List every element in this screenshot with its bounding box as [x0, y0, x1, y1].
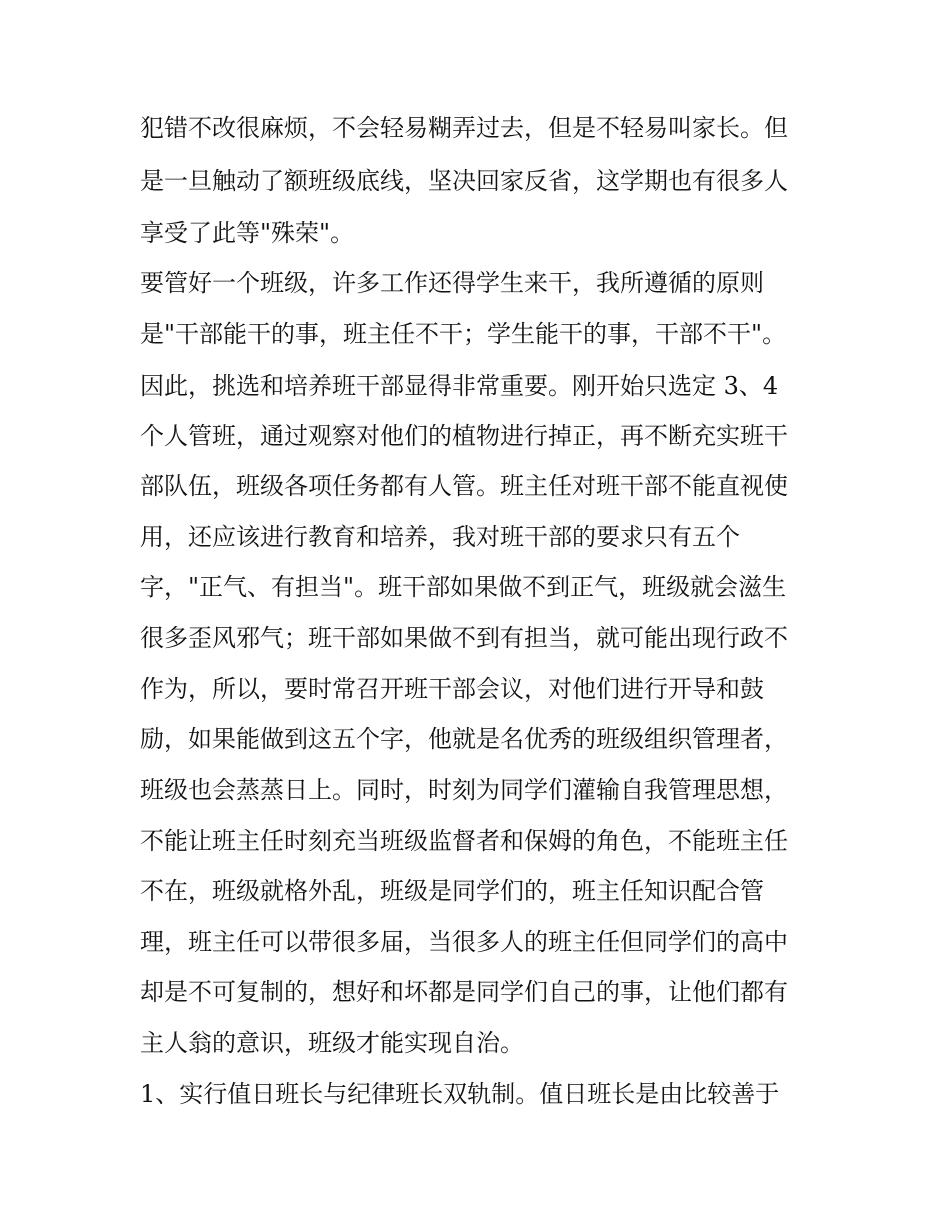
text-line: 理，班主任可以带很多届，当很多人的班主任但同学们的高中 — [140, 928, 788, 956]
text-line: 字，"正气、有担当"。班干部如果做不到正气，班级就会滋生 — [140, 573, 787, 601]
text-line: 犯错不改很麻烦，不会轻易糊弄过去，但是不轻易叫家长。但 — [140, 114, 788, 142]
text-line: 1、实行值日班长与纪律班长双轨制。值日班长是由比较善于 — [140, 1080, 780, 1108]
text-line: 作为，所以，要时常召开班干部会议，对他们进行开导和鼓 — [140, 675, 764, 703]
text-line: 是一旦触动了额班级底线，坚决回家反省，这学期也有很多人 — [140, 167, 788, 195]
text-line: 却是不可复制的，想好和坏都是同学们自己的事，让他们都有 — [140, 978, 788, 1006]
text-line: 不在，班级就格外乱，班级是同学们的，班主任知识配合管 — [140, 877, 764, 905]
text-line: 个人管班，通过观察对他们的植物进行掉正，再不断充实班干 — [140, 422, 788, 450]
text-line: 班级也会蒸蒸日上。同时，时刻为同学们灌输自我管理思想， — [140, 776, 788, 804]
text-line: 很多歪风邪气；班干部如果做不到有担当，就可能出现行政不 — [140, 624, 788, 652]
text-line: 用，还应该进行教育和培养，我对班干部的要求只有五个 — [140, 523, 740, 551]
text-line: 不能让班主任时刻充当班级监督者和保姆的角色，不能班主任 — [140, 827, 788, 855]
text-line: 部队伍，班级各项任务都有人管。班主任对班干部不能直视使 — [140, 472, 788, 500]
text-line: 享受了此等"殊荣"。 — [140, 219, 355, 247]
text-line: 是"干部能干的事，班主任不干；学生能干的事，干部不干"。 — [140, 320, 787, 348]
text-line: 主人翁的意识，班级才能实现自治。 — [140, 1029, 524, 1057]
text-line: 要管好一个班级，许多工作还得学生来干，我所遵循的原则 — [140, 269, 764, 297]
text-line: 励，如果能做到这五个字，他就是名优秀的班级组织管理者， — [140, 725, 788, 753]
text-line: 因此，挑选和培养班干部显得非常重要。刚开始只选定 3、4 — [140, 372, 779, 400]
